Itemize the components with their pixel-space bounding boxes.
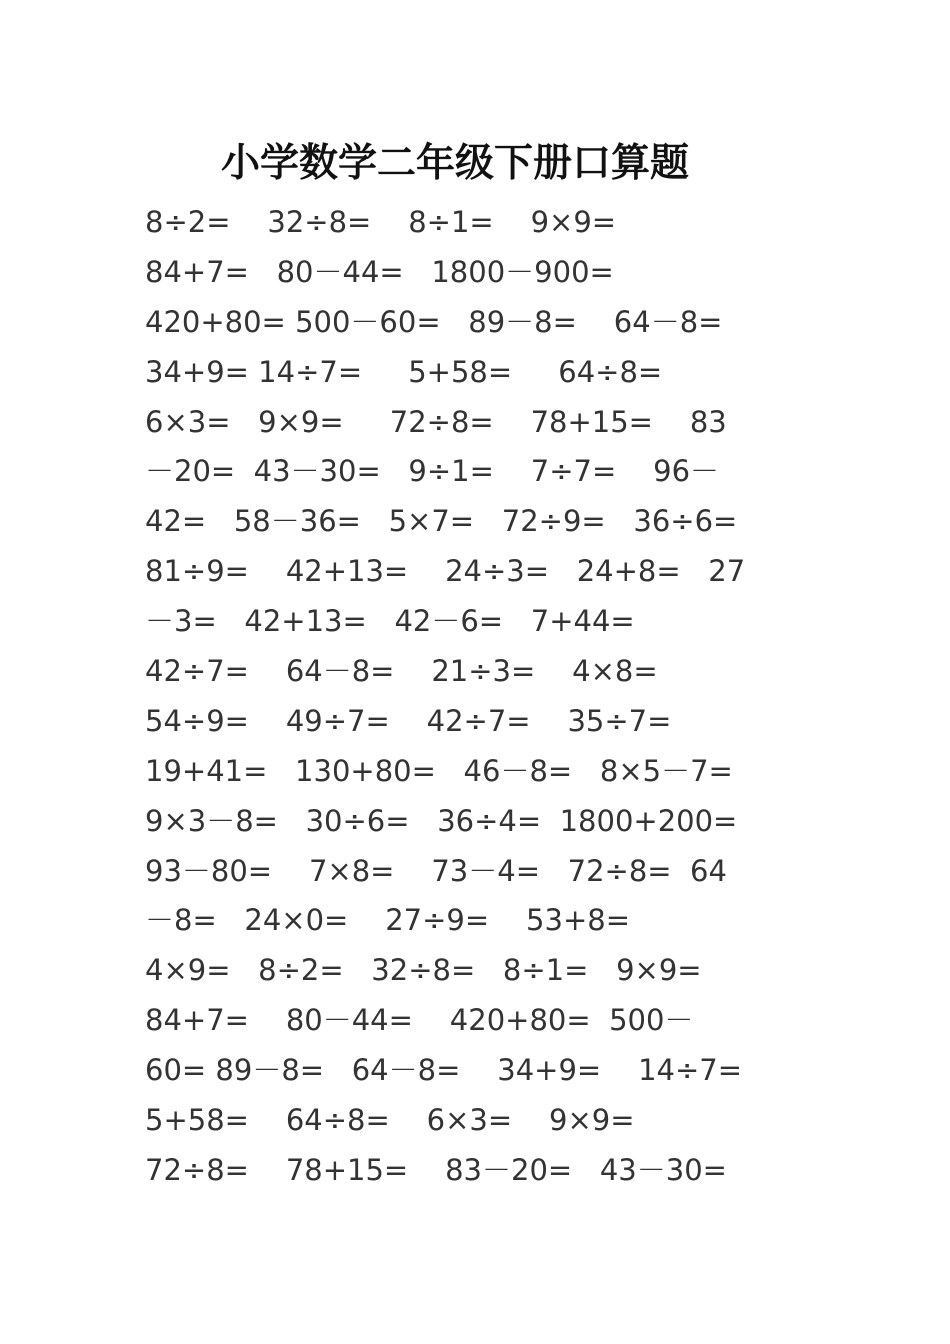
exercise-line: 8÷2= 32÷8= 8÷1= 9×9= — [145, 205, 617, 239]
exercise-line: 9×3－8= 30÷6= 36÷4= 1800+200= — [145, 803, 738, 838]
exercise-line: 81÷9= 42+13= 24÷3= 24+8= 27 — [145, 554, 746, 589]
exercise-line: －3= 42+13= 42－6= 7+44= — [145, 604, 635, 639]
exercise-line: 5+58= 64÷8= 6×3= 9×9= — [145, 1103, 635, 1138]
exercise-line: －20= 43－30= 9÷1= 7÷7= 96－ — [145, 454, 720, 489]
exercise-line: 84+7= 80－44= 1800－900= — [145, 254, 614, 289]
exercise-line: 72÷8= 78+15= 83－20= 43－30= — [145, 1152, 727, 1187]
exercise-line: 60= 89－8= 64－8= 34+9= 14÷7= — [145, 1053, 743, 1088]
exercise-line: －8= 24×0= 27÷9= 53+8= — [145, 903, 630, 938]
exercise-line: 420+80= 500－60= 89－8= 64－8= — [145, 304, 723, 339]
exercise-line: 19+41= 130+80= 46－8= 8×5－7= — [145, 753, 733, 788]
exercise-line: 93－80= 7×8= 73－4= 72÷8= 64 — [145, 853, 727, 888]
exercise-line: 84+7= 80－44= 420+80= 500－ — [145, 1003, 694, 1038]
exercise-line: 6×3= 9×9= 72÷8= 78+15= 83 — [145, 404, 727, 439]
exercise-line: 42÷7= 64－8= 21÷3= 4×8= — [145, 654, 658, 689]
page-title: 小学数学二年级下册口算题 — [220, 141, 689, 186]
exercise-line: 42= 58－36= 5×7= 72÷9= 36÷6= — [145, 504, 738, 539]
exercise-line: 54÷9= 49÷7= 42÷7= 35÷7= — [145, 703, 672, 738]
exercise-line: 34+9= 14÷7= 5+58= 64÷8= — [145, 354, 663, 389]
exercise-line: 4×9= 8÷2= 32÷8= 8÷1= 9×9= — [145, 953, 702, 988]
arithmetic-exercises — [145, 198, 845, 1196]
